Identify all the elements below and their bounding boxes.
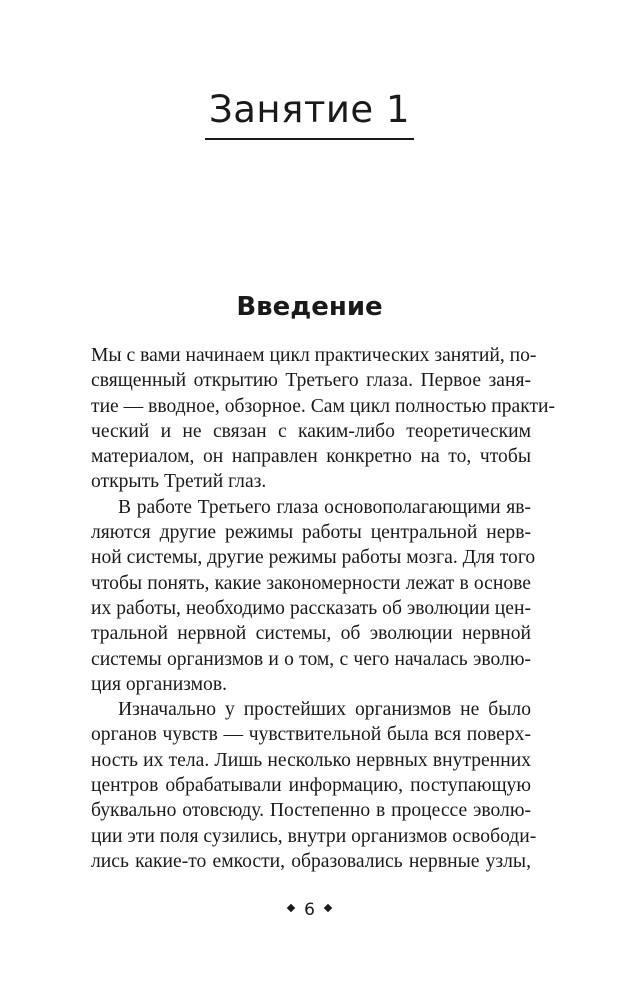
paragraph — [91, 343, 556, 495]
text-line: их работы, необходимо рассказать об эволюции цен- — [91, 597, 531, 619]
page-footer — [0, 900, 619, 920]
text-line: Изначально у простейших организмов не было — [118, 699, 531, 721]
text-line: центров обрабатывали информацию, поступающую — [91, 775, 531, 797]
text-line: тральной нервной системы, об эволюции нервной — [91, 623, 531, 645]
text-line: ляются другие режимы работы центральной нерв- — [91, 522, 531, 544]
diamond-ornament-left-icon — [287, 904, 295, 912]
diamond-ornament-right-icon — [324, 904, 332, 912]
text-line: ность их тела. Лишь несколько нервных внутренних — [91, 749, 531, 771]
chapter-heading — [0, 88, 619, 140]
text-line: лись какие-то емкости, образовались нервные узлы, — [91, 850, 531, 872]
paragraph — [91, 495, 536, 697]
paragraph — [91, 697, 537, 874]
text-line: открыть Третий глаз. — [91, 471, 267, 493]
body-text — [91, 343, 556, 874]
text-line: священный открытию Третьего глаза. Первое заня- — [91, 370, 531, 392]
text-line: ции эти поля сузились, внутри организмов освободи- — [91, 825, 537, 847]
text-line: чтобы понять, какие закономерности лежат в основе — [91, 572, 531, 594]
chapter-title: Занятие 1 — [205, 88, 414, 140]
text-line: ной системы, другие режимы работы мозга. Для того — [91, 547, 536, 569]
section-title: Введение — [236, 292, 383, 322]
text-line: В работе Третьего глаза основополагающими яв- — [118, 496, 531, 518]
text-line: материалом, он направлен конкретно на то, чтобы — [91, 446, 531, 468]
text-line: ческий и не связан с каким-либо теоретическим — [91, 420, 531, 442]
text-line: органов чувств — чувствительной была вся поверх- — [91, 724, 531, 746]
text-line: буквально отовсюду. Постепенно в процессе эволю- — [91, 800, 531, 822]
text-line: тие — вводное, обзорное. Сам цикл полностью практи- — [91, 395, 556, 417]
page-number: 6 — [304, 900, 315, 920]
text-line: системы организмов и о том, с чего началась эволю- — [91, 648, 531, 670]
text-line: Мы с вами начинаем цикл практических занятий, по- — [91, 345, 537, 366]
text-line: ция организмов. — [91, 673, 227, 695]
